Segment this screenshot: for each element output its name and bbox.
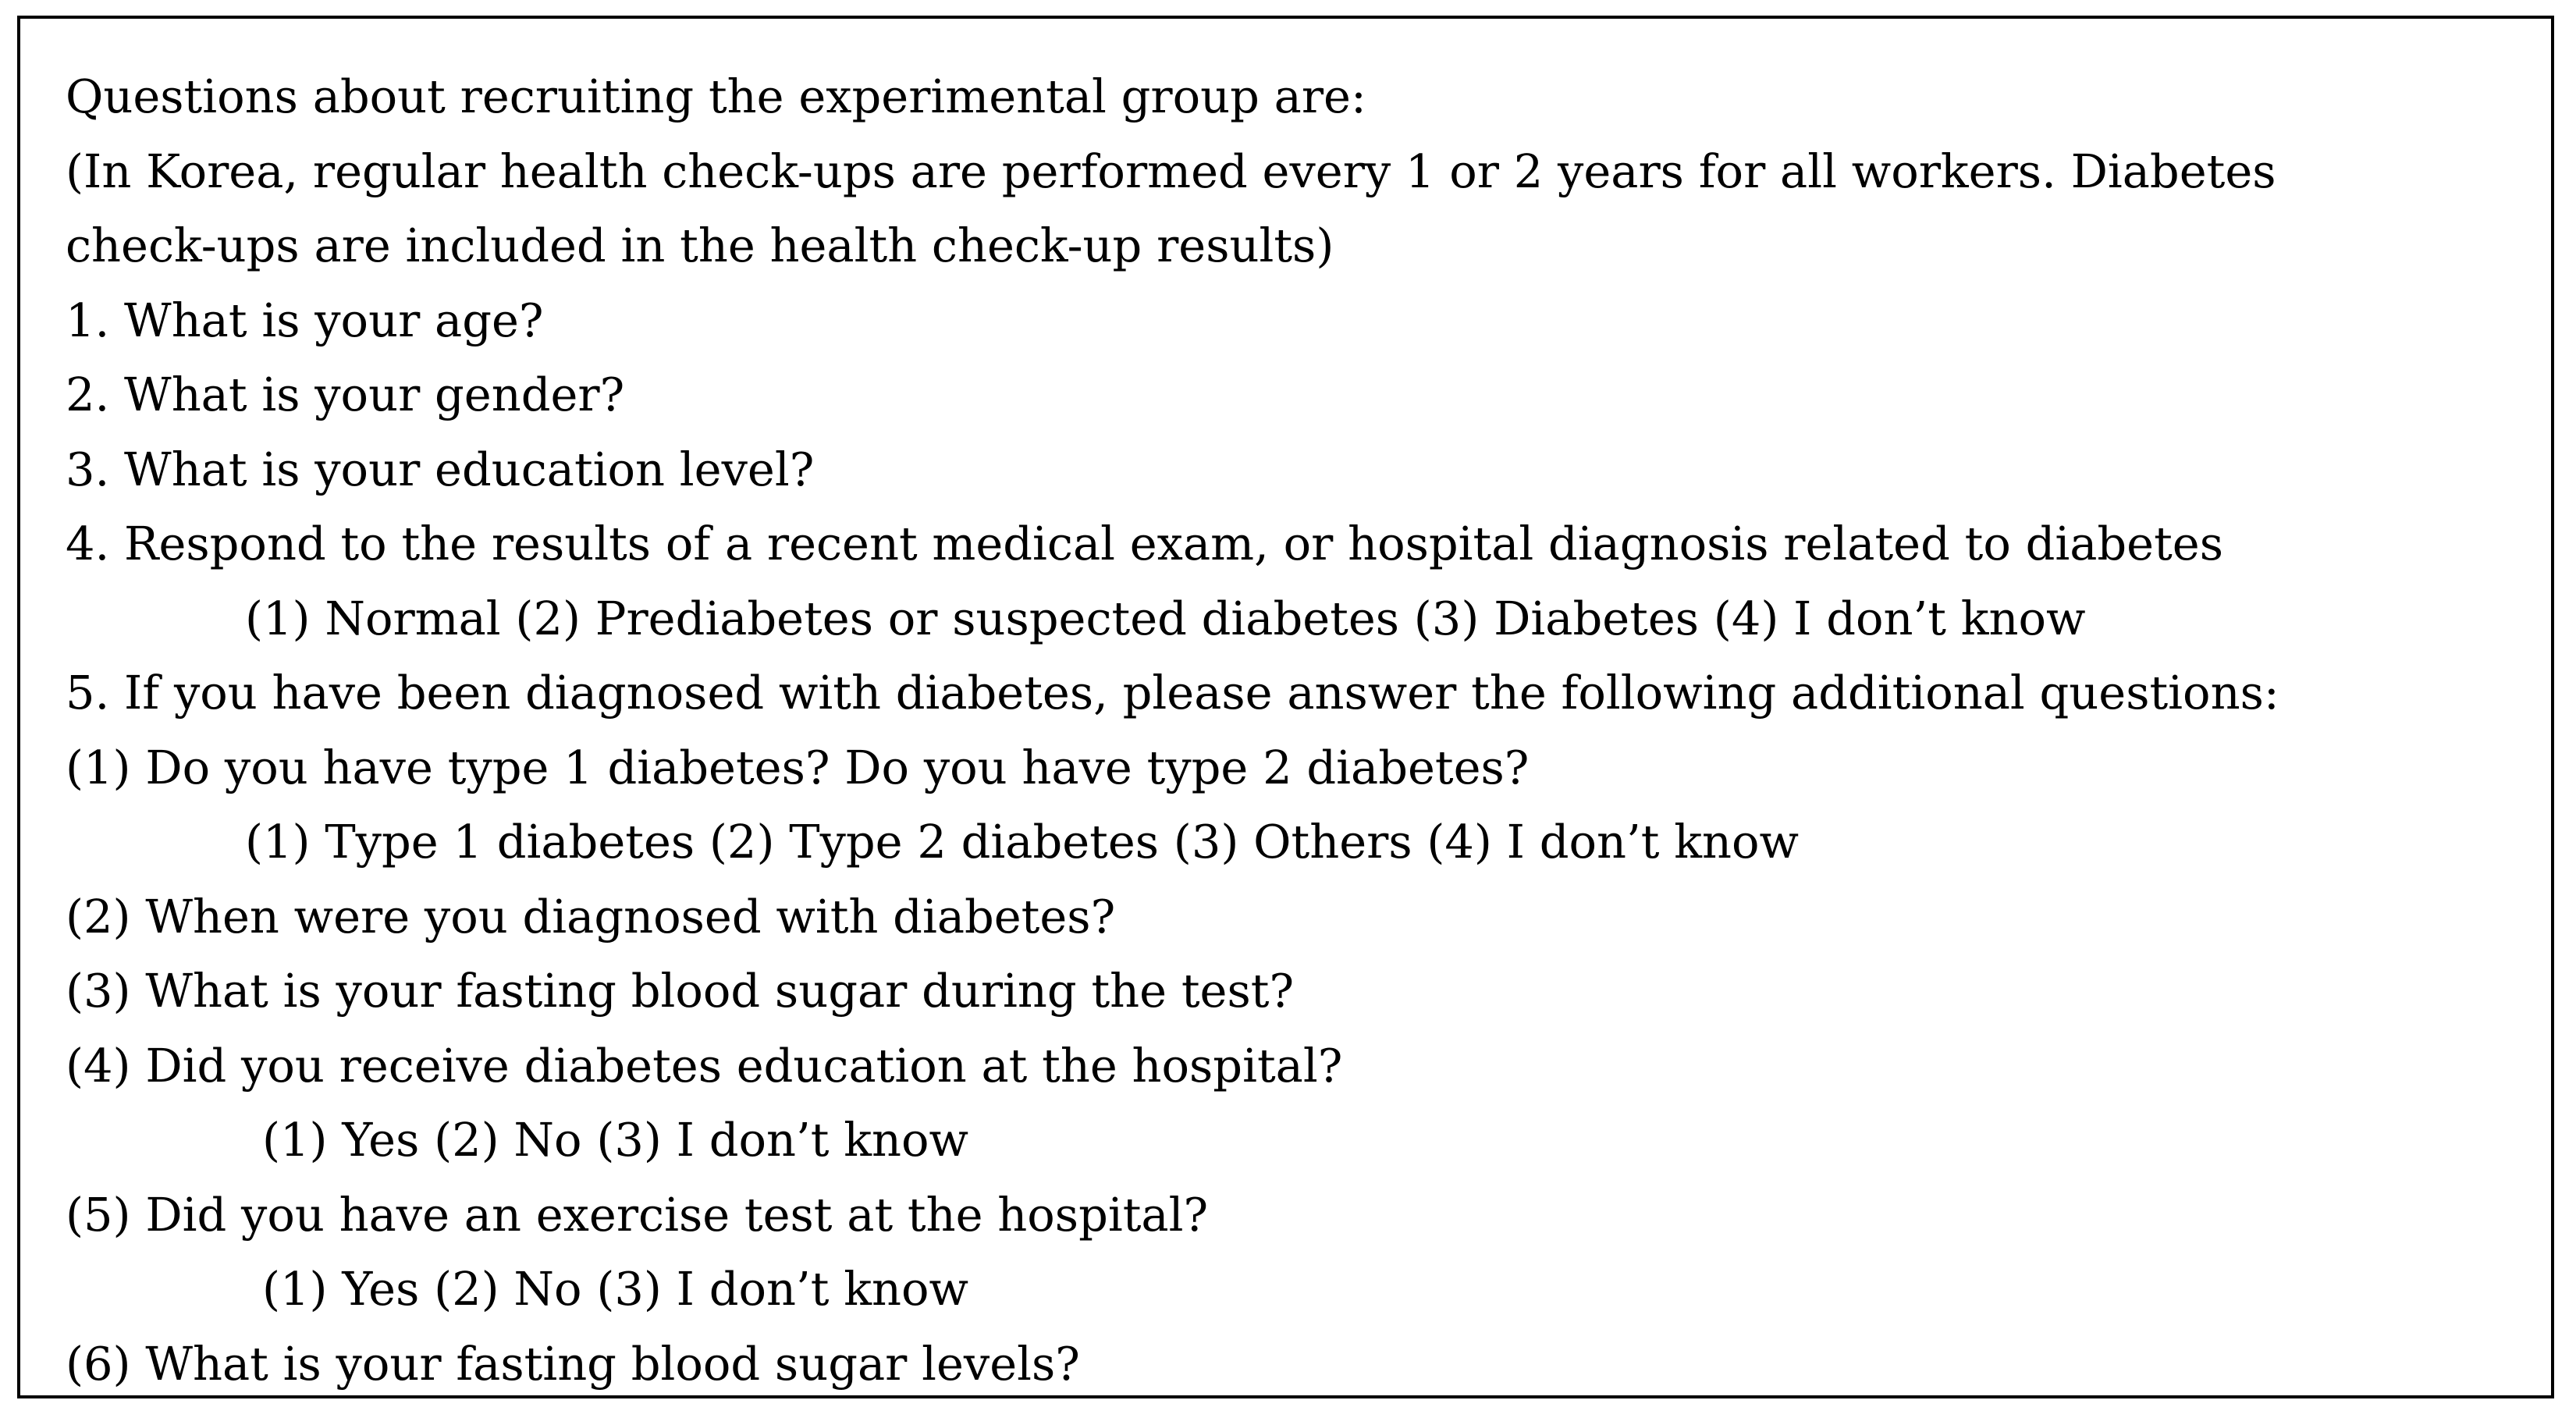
questionnaire-box (17, 16, 2554, 1398)
question-4-options: (1) Normal (2) Prediabetes or suspected diabetes (3) Diabetes (4) I don’t know (245, 591, 2086, 645)
intro-heading: Questions about recruiting the experimental group are: (66, 69, 1366, 123)
question-5-4-options: (1) Yes (2) No (3) I don’t know (262, 1113, 968, 1167)
question-2: 2. What is your gender? (66, 368, 625, 421)
question-5-2: (2) When were you diagnosed with diabetes? (66, 889, 1116, 943)
question-5-3: (3) What is your fasting blood sugar during the test? (66, 964, 1295, 1018)
question-5-1: (1) Do you have type 1 diabetes? Do you have type 2 diabetes? (66, 740, 1530, 794)
question-3: 3. What is your education level? (66, 442, 815, 496)
questionnaire-text (66, 59, 2555, 1401)
question-4: 4. Respond to the results of a recent medical exam, or hospital diagnosis related to diabetes (66, 517, 2223, 570)
question-5-4: (4) Did you receive diabetes education at the hospital? (66, 1038, 1343, 1093)
intro-note-line-2: check-ups are included in the health check-up results) (66, 219, 1334, 272)
question-5-1-options: (1) Type 1 diabetes (2) Type 2 diabetes (3) Others (4) I don’t know (245, 815, 1800, 869)
question-5: 5. If you have been diagnosed with diabetes, please answer the following additional questions: (66, 666, 2279, 720)
question-5-5: (5) Did you have an exercise test at the hospital? (66, 1187, 1209, 1242)
question-5-6: (6) What is your fasting blood sugar levels? (66, 1336, 1080, 1391)
question-1: 1. What is your age? (66, 293, 544, 347)
intro-note-line-1: (In Korea, regular health check-ups are performed every 1 or 2 years for all workers. Diabetes (66, 144, 2276, 198)
question-5-5-options: (1) Yes (2) No (3) I don’t know (262, 1262, 968, 1316)
